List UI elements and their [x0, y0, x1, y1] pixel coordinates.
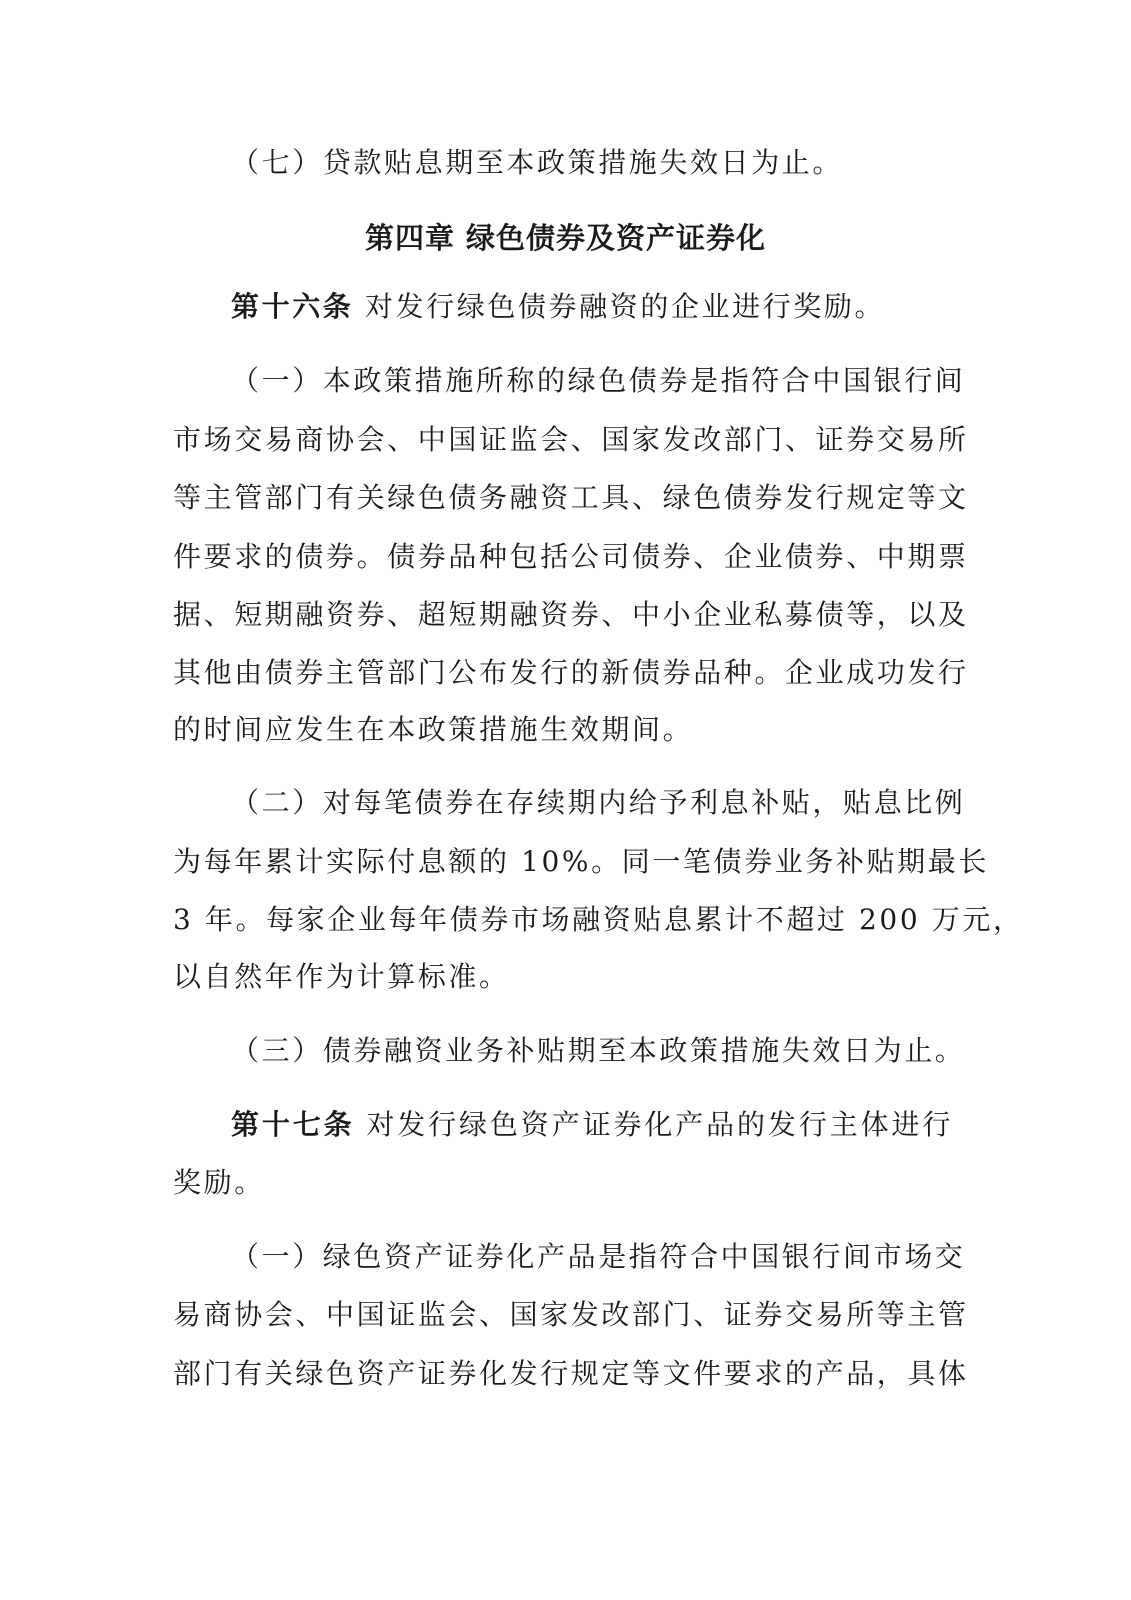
article-16-item-1-line: （一）本政策措施所称的绿色债券是指符合中国银行间	[231, 364, 966, 397]
article-17-text: 对发行绿色资产证券化产品的发行主体进行	[366, 1108, 953, 1141]
article-16-text: 对发行绿色债券融资的企业进行奖励。	[364, 290, 886, 323]
article-16-heading	[231, 287, 953, 327]
paragraph-item-7: （七）贷款贴息期至本政策措施失效日为止。	[231, 146, 844, 179]
article-16-item-1-line: 据、短期融资券、超短期融资券、中小企业私募债等，以及	[173, 598, 969, 631]
article-16-item-1-line: 其他由债券主管部门公布发行的新债券品种。企业成功发行	[173, 656, 969, 689]
article-16-item-1-line: 的时间应发生在本政策措施生效期间。	[173, 713, 694, 746]
article-16-item-2-line: 以自然年作为计算标准。	[173, 960, 510, 993]
article-17-item-1-line: （一）绿色资产证券化产品是指符合中国银行间市场交	[231, 1240, 966, 1273]
article-17-text-continued: 奖励。	[173, 1166, 265, 1199]
article-17-number: 第十七条	[231, 1108, 355, 1141]
article-17-item-1-line: 易商协会、中国证监会、国家发改部门、证券交易所等主管	[173, 1298, 969, 1331]
article-16-item-1-line: 市场交易商协会、中国证监会、国家发改部门、证券交易所	[173, 423, 969, 456]
article-17-item-1-line: 部门有关绿色资产证券化发行规定等文件要求的产品，具体	[173, 1357, 969, 1390]
article-16-item-2-line: 为每年累计实际付息额的 10%。同一笔债券业务补贴期最长	[173, 845, 989, 878]
article-16-number: 第十六条	[231, 290, 354, 323]
article-16-item-1-line: 件要求的债券。债券品种包括公司债券、企业债券、中期票	[173, 540, 969, 573]
article-16-item-2-line: 3 年。每家企业每年债券市场融资贴息累计不超过 200 万元，	[173, 903, 1024, 936]
article-16-item-1-line: 等主管部门有关绿色债务融资工具、绿色债券发行规定等文	[173, 481, 969, 514]
article-17-heading	[231, 1105, 953, 1145]
article-16-item-2-line: （二）对每笔债券在存续期内给予利息补贴，贴息比例	[231, 786, 966, 819]
article-16-item-3: （三）债券融资业务补贴期至本政策措施失效日为止。	[231, 1034, 966, 1067]
chapter-title: 第四章 绿色债券及资产证券化	[364, 221, 767, 255]
